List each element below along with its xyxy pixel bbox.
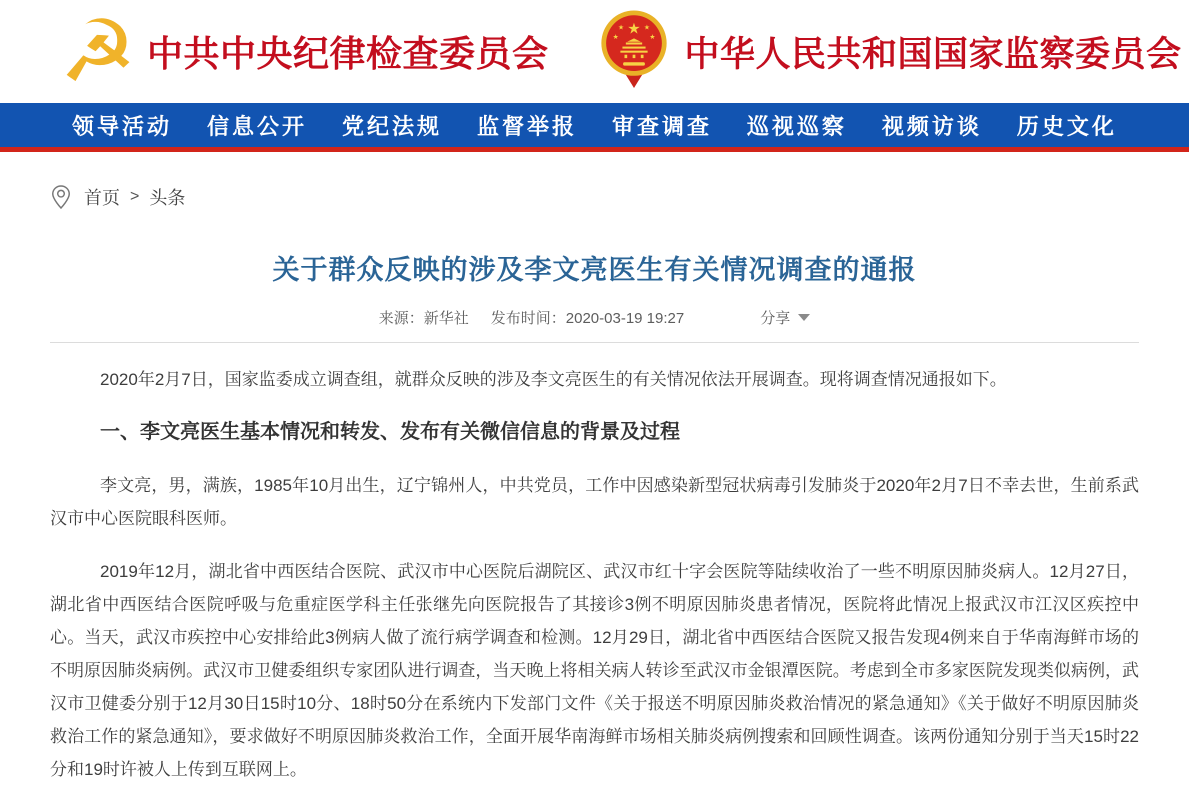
caret-down-icon xyxy=(798,314,810,321)
svg-text:★: ★ xyxy=(643,23,650,32)
breadcrumb-separator: > xyxy=(130,188,140,205)
share-label: 分享 xyxy=(760,310,791,327)
nav-item-review-investigation[interactable]: 审查调查 xyxy=(611,113,712,139)
breadcrumb-current[interactable]: 头条 xyxy=(149,188,186,208)
main-nav xyxy=(0,103,1189,152)
article-section-heading: 一、李文亮医生基本情况和转发、发布有关微信信息的背景及过程 xyxy=(100,421,680,443)
svg-text:★: ★ xyxy=(648,32,655,41)
ccdi-brand[interactable] xyxy=(55,1,549,102)
nav-item-info-disclosure[interactable]: 信息公开 xyxy=(206,113,307,139)
article-paragraph: 李文亮，男，满族，1985年10月出生，辽宁锦州人，中共党员，工作中因感染新型冠状病毒引发肺炎于2020年2月7日不幸去世，生前系武汉市中心医院眼科医师。 xyxy=(50,476,1139,528)
breadcrumb-home[interactable]: 首页 xyxy=(84,188,120,208)
location-pin-icon xyxy=(50,184,72,211)
article-title: 关于群众反映的涉及李文亮医生有关情况调查的通报 xyxy=(272,255,917,285)
nsc-brand[interactable] xyxy=(591,8,1182,96)
nsc-title: 中华人民共和国国家监察委员会 xyxy=(684,34,1182,74)
svg-text:★: ★ xyxy=(626,19,641,38)
article-body xyxy=(50,363,1139,786)
hammer-sickle-glyph: ☭ xyxy=(59,1,137,102)
ccdi-title: 中共中央纪律检查委员会 xyxy=(147,33,549,74)
share-button[interactable] xyxy=(760,307,810,328)
nav-item-video-interviews[interactable]: 视频访谈 xyxy=(881,113,982,139)
article-publish-time: 发布时间：2020-03-19 19:27 xyxy=(490,310,685,327)
article-source: 来源：新华社 xyxy=(378,310,469,327)
nav-item-party-rules[interactable]: 党纪法规 xyxy=(341,113,442,139)
nav-item-leader-activities[interactable]: 领导活动 xyxy=(72,113,173,139)
breadcrumb xyxy=(50,182,1189,212)
nav-item-history-culture[interactable]: 历史文化 xyxy=(1016,113,1117,139)
article-paragraph: 2019年12月，湖北省中西医结合医院、武汉市中心医院后湖院区、武汉市红十字会医院等陆续收治了一些不明原因肺炎病人。12月27日，湖北省中西医结合医院呼吸与危重症医学科主任张继先向医院报告了其接诊3例不明原因肺炎患者情况，医院将此情况上报武汉市江汉区疾控中心。当天，武汉市疾控中心安排给此3例病人做了流行病学调查和检测。12月29日，湖北省中西医结合医院又报告发现4例来自于华南海鲜市场的不明原因肺炎病例。武汉市卫健委组织专家团队进行调查，当天晚上将相关病人转诊至武汉市金银潭医院。考虑到全市多家医院发现类似病例，武汉市卫健委分别于12月30日15时10分、18时50分在系统内下发部门文件《关于报送不明原因肺炎救治情况的紧急通知》《关于做好不明原因肺炎救治工作的紧急通知》，要求做好不明原因肺炎救治工作，全面开展华南海鲜市场相关肺炎病例搜索和回顾性调查。该两份通知分别于当天15时22分和19时许被人上传到互联网上。 xyxy=(50,562,1139,779)
national-emblem-icon xyxy=(591,8,677,96)
article-meta xyxy=(50,307,1139,343)
nav-item-inspection-tours[interactable]: 巡视巡察 xyxy=(746,113,847,139)
article xyxy=(0,248,1189,786)
party-emblem-icon xyxy=(55,1,141,102)
site-header xyxy=(0,0,1189,103)
article-paragraph: 2020年2月7日，国家监委成立调查组，就群众反映的涉及李文亮医生的有关情况依法开展调查。现将调查情况通报如下。 xyxy=(100,370,1007,389)
svg-text:★: ★ xyxy=(617,23,624,32)
svg-text:★: ★ xyxy=(612,32,619,41)
nav-item-supervision-report[interactable]: 监督举报 xyxy=(476,113,577,139)
